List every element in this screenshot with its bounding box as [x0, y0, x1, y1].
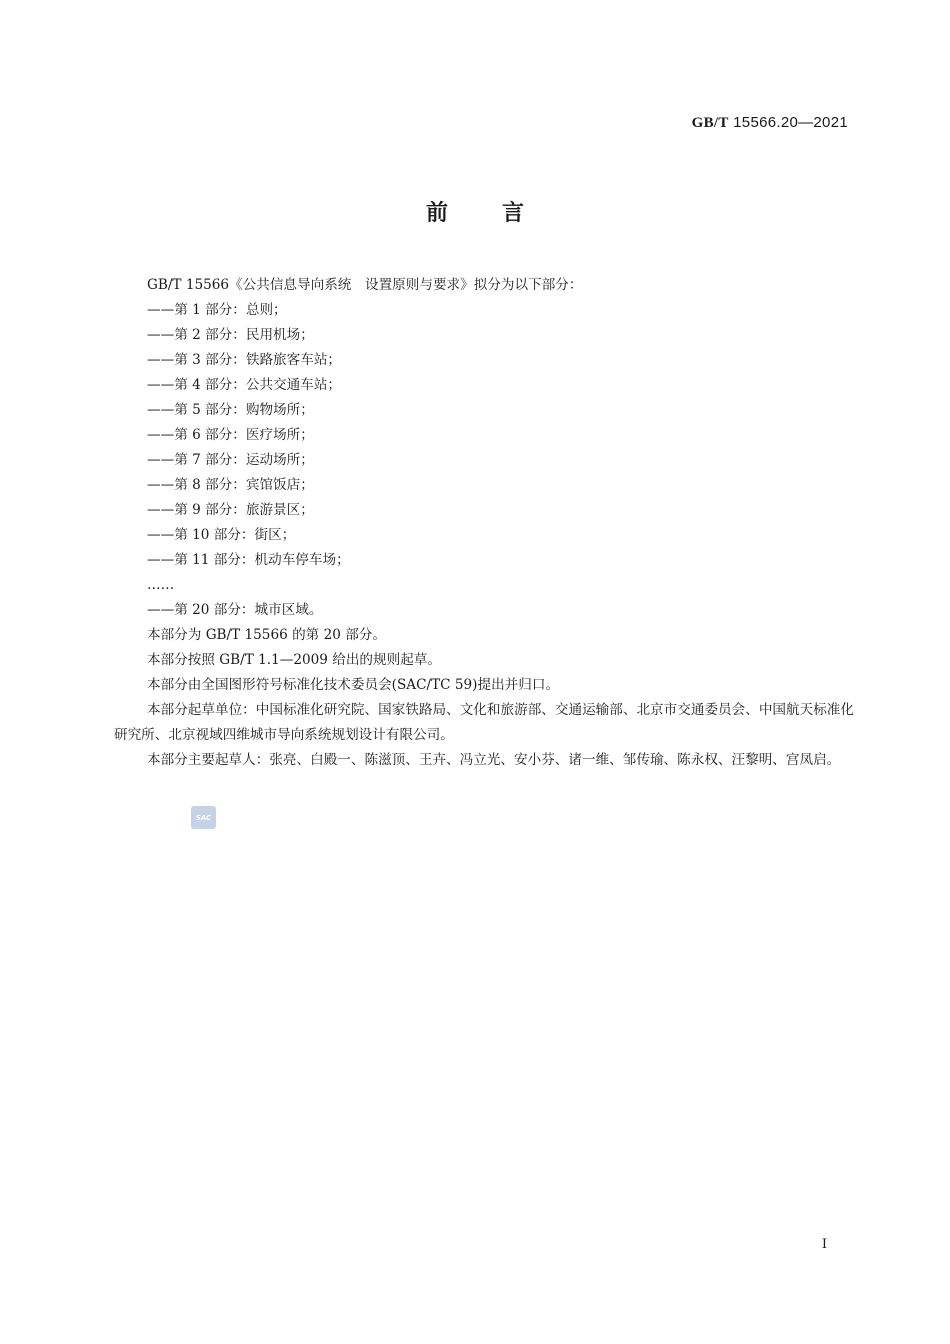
standard-code-prefix: GB/T: [691, 115, 729, 131]
part-list-item: ——第 8 部分：宾馆饭店；: [147, 477, 314, 493]
part-list-item: ——第 5 部分：购物场所；: [147, 402, 314, 418]
standard-code: [692, 114, 848, 132]
part-list-item: ——第 3 部分：铁路旅客车站；: [147, 352, 342, 368]
part-list-item: ——第 6 部分：医疗场所；: [147, 427, 314, 443]
part-list-item: ——第 7 部分：运动场所；: [147, 452, 314, 468]
paragraph-drafting-rules: 本部分按照 GB/T 1.1—2009 给出的规则起草。: [147, 652, 441, 668]
paragraph-drafting-units: 本部分起草单位：中国标准化研究院、国家铁路局、文化和旅游部、交通运输部、北京市交通委员会、中国航天标准化研究所、北京视域四维城市导向系统规划设计有限公司。: [114, 702, 854, 743]
paragraph-drafters: 本部分主要起草人：张亮、白殿一、陈滋顶、王卉、冯立光、安小芬、诸一维、邹传瑜、陈永权、汪黎明、宫凤启。: [147, 752, 841, 768]
title-char-1: 前: [425, 201, 448, 226]
page-title: [0, 196, 950, 227]
title-char-2: 言: [502, 201, 525, 226]
list-ellipsis: ……: [147, 577, 175, 593]
part-list-item: ——第 2 部分：民用机场；: [147, 327, 314, 343]
part-list-item-last: ——第 20 部分：城市区域。: [147, 602, 323, 618]
part-list-item: ——第 9 部分：旅游景区；: [147, 502, 314, 518]
paragraph-proposer: 本部分由全国图形符号标准化技术委员会(SAC/TC 59)提出并归口。: [147, 677, 560, 693]
page-number: I: [821, 1237, 827, 1252]
part-list-item: ——第 11 部分：机动车停车场；: [147, 552, 350, 568]
sac-watermark-text: SAC: [195, 813, 212, 822]
standard-code-number: 15566.20—2021: [733, 114, 848, 131]
part-list-item: ——第 10 部分：街区；: [147, 527, 296, 543]
sac-watermark-logo: [191, 806, 216, 829]
intro-paragraph: GB/T 15566《公共信息导向系统 设置原则与要求》拟分为以下部分：: [147, 277, 583, 293]
part-list-item: ——第 1 部分：总则；: [147, 302, 287, 318]
foreword-body: [114, 273, 854, 773]
part-list-item: ——第 4 部分：公共交通车站；: [147, 377, 342, 393]
paragraph-part-number: 本部分为 GB/T 15566 的第 20 部分。: [147, 627, 386, 643]
